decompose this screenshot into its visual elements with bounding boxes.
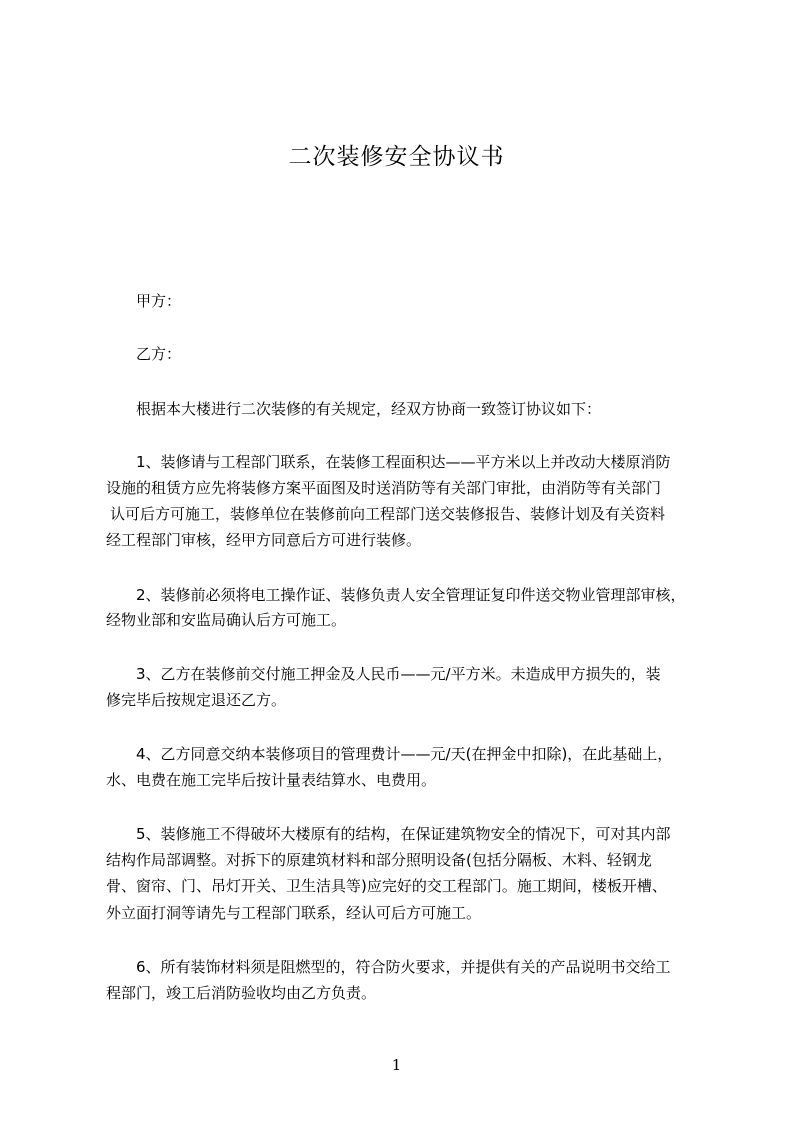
- document-title: 二次装修安全协议书: [288, 144, 505, 170]
- clause-line: 2、装修前必须将电工操作证、装修负责人安全管理证复印件送交物业管理部审核，: [136, 586, 686, 604]
- clause-line: 程部门，竣工后消防验收均由乙方负责。: [106, 984, 377, 1002]
- clause-line: 结构作局部调整。对拆下的原建筑材料和部分照明设备(包括分隔板、木料、轻钢龙: [106, 851, 652, 869]
- clause-line: 1、装修请与工程部门联系，在装修工程面积达——平方米以上并改动大楼原消防: [136, 453, 671, 471]
- clause-line: 经物业部和安监局确认后方可施工。: [106, 611, 347, 629]
- clause-line: 设施的租赁方应先将装修方案平面图及时送消防等有关部门审批，由消防等有关部门: [106, 479, 662, 497]
- intro-paragraph: 根据本大楼进行二次装修的有关规定，经双方协商一致签订协议如下：: [136, 400, 602, 418]
- clause-line: 4、乙方同意交纳本装修项目的管理费计——元/天(在押金中扣除)，在此基础上，: [136, 745, 673, 763]
- clause-line: 3、乙方在装修前交付施工押金及人民币——元/平方米。未造成甲方损失的，装: [136, 665, 661, 683]
- clause-line: 水、电费在施工完毕后按计量表结算水、电费用。: [106, 771, 437, 789]
- party-a-label: 甲方：: [136, 292, 182, 310]
- clause-line: 经工程部门审核，经甲方同意后方可进行装修。: [106, 531, 422, 549]
- clause-line: 认可后方可施工，装修单位在装修前向工程部门送交装修报告、装修计划及有关资料: [110, 505, 666, 523]
- clause-line: 外立面打洞等请先与工程部门联系，经认可后方可施工。: [106, 904, 482, 922]
- clause-line: 5、装修施工不得破坏大楼原有的结构，在保证建筑物安全的情况下，可对其内部: [136, 825, 671, 843]
- page-number: 1: [391, 1056, 402, 1074]
- clause-line: 修完毕后按规定退还乙方。: [106, 691, 287, 709]
- clause-line: 骨、窗帘、门、吊灯开关、卫生洁具等)应完好的交工程部门。施工期间，楼板开槽、: [106, 877, 667, 895]
- party-b-label: 乙方：: [136, 345, 182, 363]
- clause-line: 6、所有装饰材料须是阻燃型的，符合防火要求，并提供有关的产品说明书交给工: [136, 958, 671, 976]
